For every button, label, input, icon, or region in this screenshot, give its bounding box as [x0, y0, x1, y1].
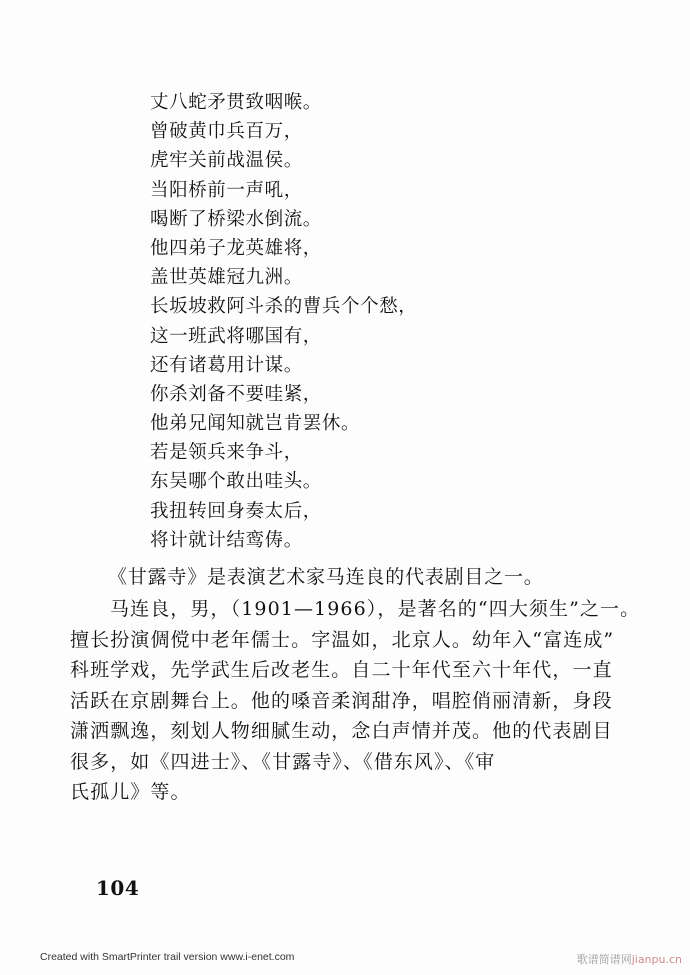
biography-line: 马连良，男，（1901—1966），是著名的“四大须生”之一。 — [110, 598, 641, 620]
lyric-line: 喝断了桥梁水倒流。 — [150, 208, 322, 230]
lyric-line: 他四弟子龙英雄将， — [150, 237, 322, 259]
lyric-line: 当阳桥前一声吼， — [150, 179, 303, 201]
lyric-line: 东吴哪个敢出哇头。 — [150, 471, 322, 493]
biography-line: 潇洒飘逸，刻划人物细腻生动，念白声情并茂。他的代表剧目 — [70, 720, 613, 742]
printer-watermark: Created with SmartPrinter trail version www.i-enet.com — [40, 951, 295, 963]
biography-line: 很多，如《四进士》、《甘露寺》、《借东风》、《审 — [70, 750, 496, 773]
lyric-line: 你杀刘备不要哇紧， — [150, 383, 322, 405]
biography-line: 擅长扮演倜傥中老年儒士。字温如，北京人。幼年入“富连成” — [70, 628, 615, 651]
lyric-line: 他弟兄闻知就岂肯罢休。 — [150, 413, 361, 435]
biography-line: 氏孤儿》等。 — [70, 781, 191, 803]
site-watermark — [577, 951, 682, 967]
lyric-line: 若是领兵来争斗， — [150, 442, 303, 464]
repertoire-caption: 《甘露寺》是表演艺术家马连良的代表剧目之一。 — [108, 566, 544, 588]
lyrics-block — [150, 88, 550, 555]
lyric-line: 盖世英雄冠九洲。 — [150, 267, 303, 289]
lyric-line: 长坂坡救阿斗杀的曹兵个个愁， — [150, 296, 418, 318]
lyric-line: 丈八蛇矛贯致咽喉。 — [150, 92, 322, 113]
site-name: 歌谱简谱网 — [576, 953, 632, 966]
biography-line: 活跃在京剧舞台上。他的嗓音柔润甜净，唱腔俏丽清新，身段 — [70, 689, 613, 712]
site-domain: jianpu.cn — [631, 953, 682, 966]
lyric-line: 曾破黄巾兵百万， — [150, 121, 303, 143]
lyric-line: 将计就计结鸾俦。 — [150, 529, 303, 551]
biography-line: 科班学戏，先学武生后改老生。自二十年代至六十年代，一直 — [70, 659, 613, 681]
lyric-line: 这一班武将哪国有， — [150, 325, 322, 347]
lyric-line: 还有诸葛用计谋。 — [150, 354, 303, 376]
biography-paragraph — [70, 594, 650, 808]
lyric-line: 虎牢关前战温侯。 — [150, 150, 303, 172]
lyric-line: 我扭转回身奏太后， — [150, 500, 322, 522]
page-number: 104 — [96, 876, 140, 900]
